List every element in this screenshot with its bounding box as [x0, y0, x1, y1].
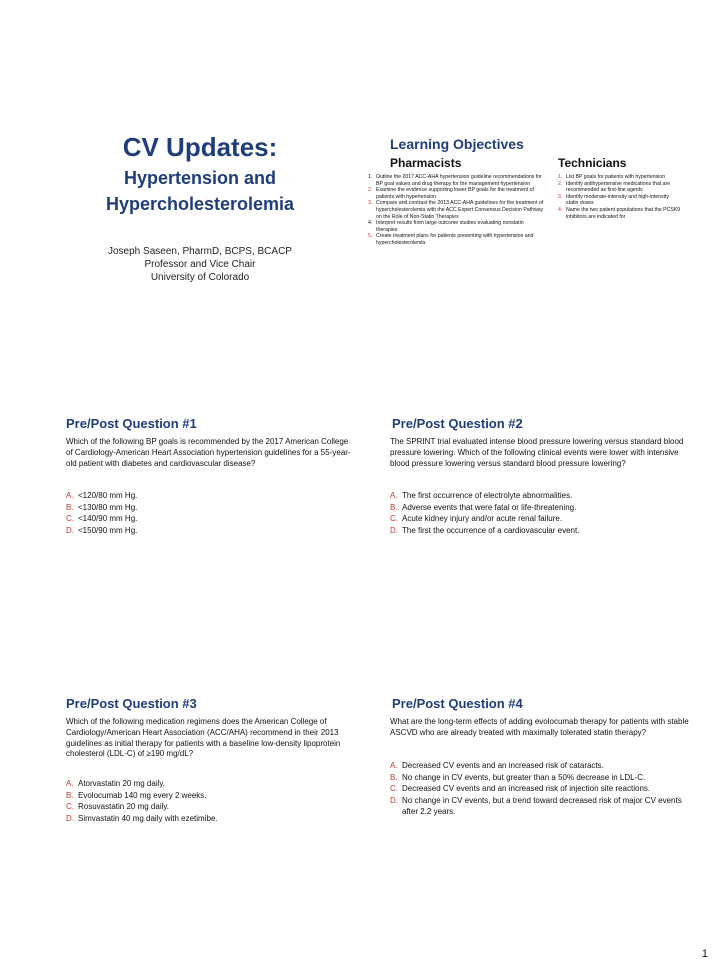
answer-b: B. Adverse events that were fatal or life-threatening.: [390, 502, 577, 512]
answer-d: D. <150/90 mm Hg.: [66, 525, 138, 535]
answer-list: [390, 760, 690, 818]
technicians-column: [558, 156, 682, 220]
slide-heading: Pre/Post Question #4: [392, 696, 523, 711]
slide-title: [40, 120, 360, 380]
answer-list: [66, 778, 356, 824]
slide-heading: Pre/Post Question #1: [66, 416, 197, 431]
answer-a: A. Decreased CV events and an increased risk of cataracts.: [390, 761, 604, 770]
author-name: Joseph Saseen, PharmD, BCPS, BCACP: [108, 246, 292, 257]
pharmacist-objective-2: 2. Examine the evidence supporting lower BP goals for the treatment of patients with hypertension: [368, 187, 534, 200]
page-number: 1: [701, 948, 708, 960]
title-block: [40, 132, 360, 284]
question-text: What are the long-term effects of adding evolocumab therapy for patients with stable ASCVD who are already treated with maximally tolerated statin therapy?: [390, 717, 689, 737]
question-text: Which of the following BP goals is recommended by the 2017 American College of Cardiology-American Heart Association hypertension guidelines for a 55-year-old patient with diabetes and cardiovascular disease?: [66, 437, 351, 468]
technician-objective-1: 1. List BP goals for patients with hypertension: [558, 174, 666, 180]
answer-d: D. The first the occurrence of a cardiovascular event.: [390, 525, 580, 535]
answer-c: C. <140/90 mm Hg.: [66, 514, 138, 524]
main-title: CV Updates:: [122, 132, 278, 162]
pharmacist-objective-4: 4. Interpret results from large outcome studies evaluating nonstatin therapies: [368, 220, 524, 233]
author-affiliation: University of Colorado: [150, 272, 250, 283]
author-position: Professor and Vice Chair: [144, 259, 256, 270]
technician-objective-3: 3. Identify moderate-intensity and high-intensity statin doses: [558, 193, 669, 207]
question-text: Which of the following medication regimens does the American College of Cardiology/American Heart Association (ACC/AHA) recommend in their 2013 guidelines as initial therapy for patients with a baseline low-density lipoprotein cholesterol (LDL-C) of ≥190 mg/dL?: [66, 717, 341, 759]
answer-a: A. Atorvastatin 20 mg daily.: [66, 779, 166, 788]
answer-b: B. No change in CV events, but greater than a 50% decrease in LDL-C.: [390, 772, 646, 782]
slide-question-4: [366, 680, 689, 940]
technician-objective-4: 4. Name the two patient populations that the PCSK9 inhibitors are indicated for: [558, 206, 681, 220]
answer-c: C. Acute kidney injury and/or acute renal failure.: [390, 514, 563, 524]
technician-objective-2: 2. Identify antihypertensive medications that are recommended as first-line agents: [558, 180, 671, 194]
answer-b: B. Evolocumab 140 mg every 2 weeks.: [66, 790, 207, 800]
answer-d: D. Simvastatin 40 mg daily with ezetimibe.: [66, 813, 218, 823]
slide-question-1: [40, 400, 360, 660]
answer-a: A. The first occurrence of electrolyte abnormalities.: [390, 491, 573, 500]
pharmacists-list: [368, 174, 544, 247]
answer-list: [66, 490, 356, 536]
technicians-list: [558, 174, 682, 220]
slide-heading: Learning Objectives: [390, 136, 524, 152]
answer-b: B. <130/80 mm Hg.: [66, 502, 138, 512]
answer-list: [390, 490, 690, 536]
pharmacist-objective-5: 5. Create treatment plans for patients presenting with hypertension and hypercholesterolemia: [368, 233, 534, 246]
answer-c: C. Decreased CV events and an increased risk of injection site reactions.: [390, 784, 651, 794]
subtitle-line-2: Hypercholesterolemia: [105, 194, 295, 214]
pharmacist-objective-1: 1. Outline the 2017 ACC-AHA hypertension guideline recommendations for BP goal values and drug therapy for the management hypertension: [368, 174, 542, 187]
pharmacists-column: [368, 156, 544, 247]
question-text: The SPRINT trial evaluated intense blood pressure lowering versus standard blood pressure lowering. Which of the following clinical events were lower with intensive blood pressure lowering versus standard blood pressure lowering?: [390, 437, 684, 468]
slide-heading: Pre/Post Question #2: [392, 416, 523, 431]
answer-a: A. <120/80 mm Hg.: [66, 491, 138, 500]
answer-d: D. No change in CV events, but a trend toward decreased risk of major CV events after 2.2 years.: [390, 795, 682, 817]
technicians-heading: Technicians: [558, 156, 627, 170]
pharmacist-objective-3: 3. Compare and contrast the 2013 ACC-AHA guidelines for the treatment of hypercholesterolemia with the ACC Expert Consensus Decision Pathway on the Role of Non-Statin Therapies: [368, 200, 544, 220]
slide-heading: Pre/Post Question #3: [66, 696, 197, 711]
slide-learning-objectives: [366, 120, 686, 380]
subtitle-line-1: Hypertension and: [123, 168, 277, 188]
pharmacists-heading: Pharmacists: [390, 156, 462, 170]
answer-c: C. Rosuvastatin 20 mg daily.: [66, 802, 170, 812]
slide-question-2: [366, 400, 686, 660]
slide-question-3: [40, 680, 360, 940]
author-block: [40, 245, 360, 284]
